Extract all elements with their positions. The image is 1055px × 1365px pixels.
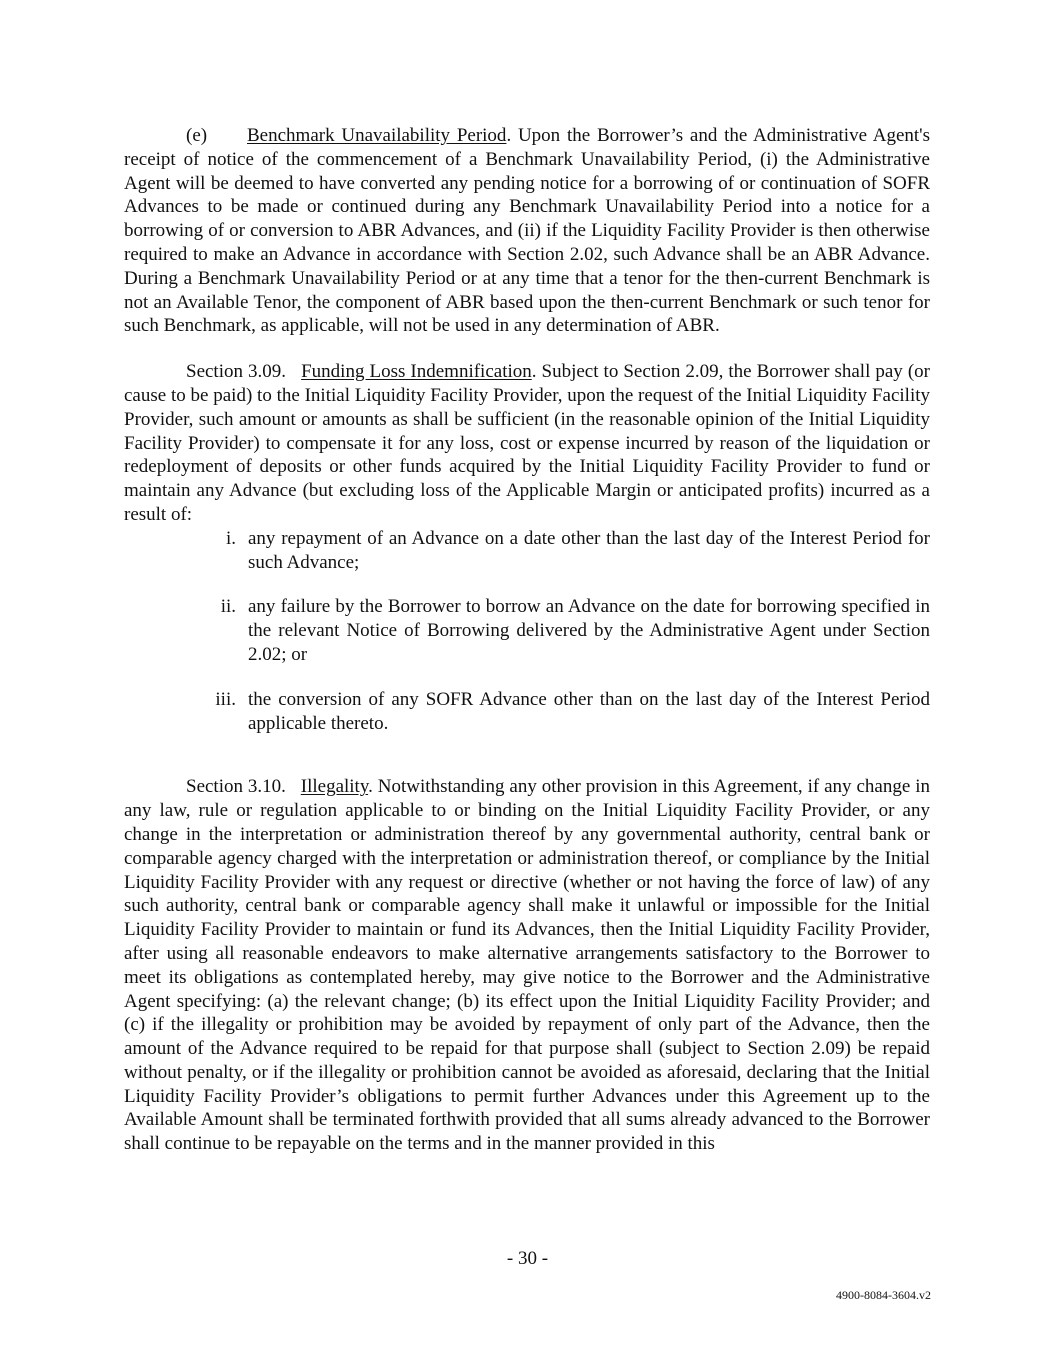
paragraph-label: (e) bbox=[186, 125, 208, 146]
funding-loss-list bbox=[124, 527, 930, 736]
section-heading: Illegality bbox=[300, 776, 369, 798]
list-item-text: any failure by the Borrower to borrow an Advance on the date for borrowing specified in the relevant Notice of Borrowing delivered by the Administrative Agent under Section 2.02; or bbox=[248, 596, 930, 665]
list-item bbox=[124, 527, 930, 575]
list-item bbox=[124, 595, 930, 666]
document-page bbox=[124, 124, 930, 1156]
list-item-number: ii. bbox=[220, 596, 236, 618]
paragraph-body: . Upon the Borrower’s and the Administrative Agent's receipt of notice of the commencement of a Benchmark Unavailability Period, (i) the Administrative Agent will be deemed to have converted any pending notice for a borrowing of or continuation of SOFR Advances to be made or continued during any Benchmark Unavailability Period into a notice for a borrowing of or conversion to ABR Advances, and (ii) if the Liquidity Facility Provider is then otherwise required to make an Advance in accordance with Section 2.02, such Advance shall be an ABR Advance. During a Benchmark Unavailability Period or at any time that a tenor for the then-current Benchmark is not an Available Tenor, the component of ABR based upon the then-current Benchmark or such tenor for such Benchmark, as applicable, will not be used in any determination of ABR. bbox=[124, 125, 930, 337]
section-3-10 bbox=[124, 775, 930, 1156]
document-id: 4900-8084-3604.v2 bbox=[836, 1288, 931, 1302]
list-item-text: any repayment of an Advance on a date other than the last day of the Interest Period for such Advance; bbox=[248, 527, 930, 573]
section-3-09 bbox=[124, 360, 930, 527]
section-heading: Funding Loss Indemnification bbox=[301, 361, 532, 383]
list-item-number: i. bbox=[225, 527, 236, 549]
page-number: - 30 - bbox=[506, 1248, 549, 1269]
paragraph-benchmark-unavailability bbox=[124, 124, 930, 338]
section-number: Section 3.09. bbox=[186, 361, 287, 383]
list-item-number: iii. bbox=[215, 688, 236, 710]
list-item bbox=[124, 688, 930, 736]
paragraph-heading: Benchmark Unavailability Period bbox=[247, 125, 507, 146]
list-item-text: the conversion of any SOFR Advance other than on the last day of the Interest Period applicable thereto. bbox=[248, 688, 930, 734]
section-number: Section 3.10. bbox=[186, 776, 286, 798]
section-body: . Subject to Section 2.09, the Borrower shall pay (or cause to be paid) to the Initial Liquidity Facility Provider, upon the request of the Initial Liquidity Facility Provider, such amount or amounts as shall be sufficient (in the reasonable opinion of the Initial Liquidity Facility Provider) to compensate it for any loss, cost or expense incurred by reason of the liquidation or redeployment of deposits or other funds acquired by the Initial Liquidity Facility Provider to fund or maintain any Advance (but excluding loss of the Applicable Margin or anticipated profits) incurred as a result of: bbox=[124, 361, 930, 525]
section-body: . Notwithstanding any other provision in this Agreement, if any change in any law, rule or regulation applicable to or binding on the Initial Liquidity Facility Provider, or any change in the interpretation or administration thereof by any governmental authority, central bank or comparable agency charged with the interpretation or administration thereof, or compliance by the Initial Liquidity Facility Provider with any request or directive (whether or not having the force of law) of any such authority, central bank or comparable agency shall make it unlawful or impossible for the Initial Liquidity Facility Provider to maintain or fund its Advances, then the Initial Liquidity Facility Provider, after using all reasonable endeavors to make alternative arrangements satisfactory to the Borrower to meet its obligations as contemplated hereby, may give notice to the Borrower and the Administrative Agent specifying: (a) the relevant change; (b) its effect upon the Initial Liquidity Facility Provider; and (c) if the illegality or prohibition may be avoided by repayment of only part of the Advance, then the amount of the Advance required to be repaid for that purpose shall (subject to Section 2.09) be repaid without penalty, or if the illegality or prohibition cannot be avoided as aforesaid, declaring that the Initial Liquidity Facility Provider’s obligations to permit further Advances under this Agreement up to the Available Amount shall be terminated forthwith provided that all sums already advanced to the Borrower shall continue to be repayable on the terms and in the manner provided in this bbox=[124, 776, 931, 1155]
